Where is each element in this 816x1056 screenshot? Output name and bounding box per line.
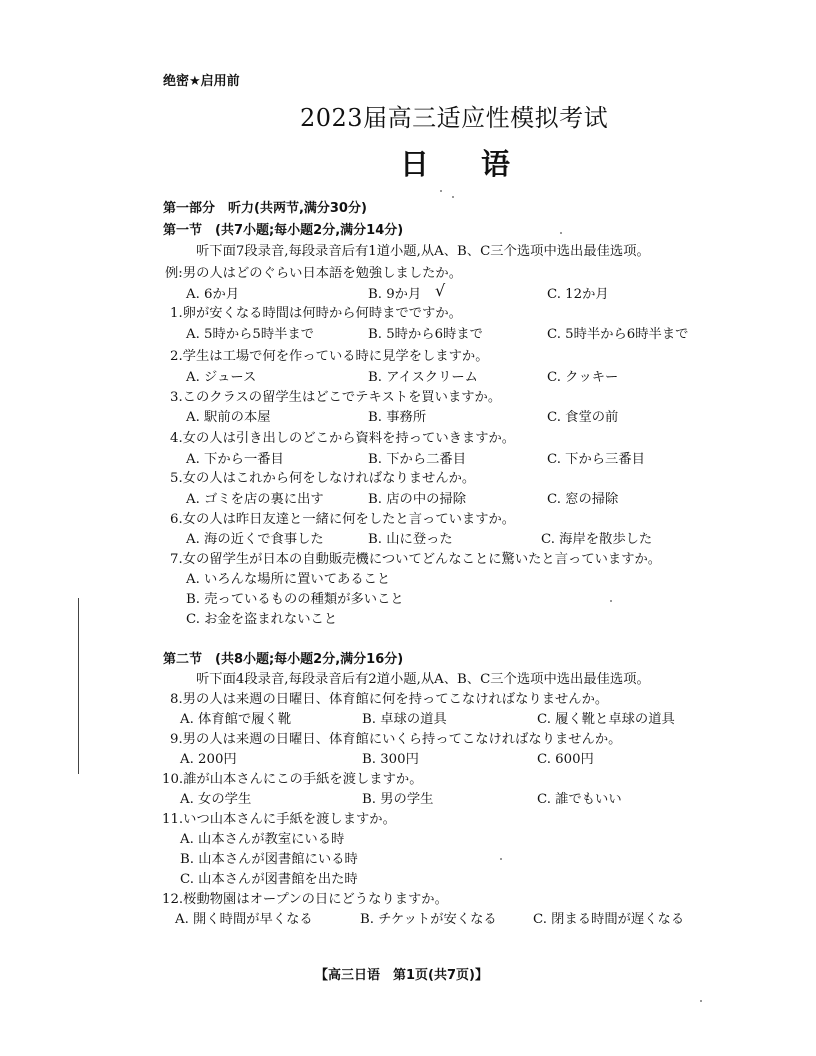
question-10: 10.誰が山本さんにこの手紙を渡しますか。 <box>162 772 423 787</box>
q6-option-a: A. 海の近くで食事した <box>186 532 324 547</box>
q10-option-b: B. 男の学生 <box>362 792 434 807</box>
q5-option-a: A. ゴミを店の裏に出す <box>186 492 324 507</box>
scan-speck <box>610 600 612 602</box>
q2-option-a: A. ジュース <box>186 370 257 385</box>
q1-option-b: B. 5時から6時まで <box>368 327 483 342</box>
q11-option-b: B. 山本さんが図書館にいる時 <box>180 852 358 867</box>
q8-option-b: B. 卓球の道具 <box>362 712 447 727</box>
question-9: 9.男の人は来週の日曜日、体育館にいくら持ってこなければなりませんか。 <box>170 732 622 747</box>
question-8: 8.男の人は来週の日曜日、体育館に何を持ってこなければなりませんか。 <box>170 692 609 707</box>
q4-option-c: C. 下から三番目 <box>547 452 645 467</box>
q5-option-c: C. 窓の掃除 <box>547 492 619 507</box>
q12-option-b: B. チケットが安くなる <box>360 912 497 927</box>
question-2: 2.学生は工場で何を作っている時に見学をしますか。 <box>170 349 489 364</box>
q2-option-c: C. クッキー <box>547 370 619 385</box>
question-6: 6.女の人は昨日友達と一緒に何をしたと言っていますか。 <box>170 512 516 527</box>
q10-option-a: A. 女の学生 <box>180 792 252 807</box>
q12-option-c: C. 閉まる時間が遅くなる <box>533 912 685 927</box>
question-3: 3.このクラスの留学生はどこでテキストを買いますか。 <box>170 390 502 405</box>
scan-speck <box>452 196 454 198</box>
q4-option-a: A. 下から一番目 <box>186 452 284 467</box>
exam-title: 2023届高三适应性模拟考试 <box>300 104 609 132</box>
q10-option-c: C. 誰でもいい <box>537 792 622 807</box>
q8-option-c: C. 履く靴と卓球の道具 <box>537 712 675 727</box>
q2-option-b: B. アイスクリーム <box>368 370 478 385</box>
q3-option-b: B. 事務所 <box>368 410 427 425</box>
part1-heading: 第一部分 听力(共两节,满分30分) <box>163 201 367 216</box>
q5-option-b: B. 店の中の掃除 <box>368 492 467 507</box>
q9-option-c: C. 600円 <box>537 752 594 767</box>
q1-option-a: A. 5時から5時半まで <box>186 327 315 342</box>
section1-instruction: 听下面7段录音,每段录音后有1道小题,从A、B、C三个选项中选出最佳选项。 <box>196 244 650 259</box>
q7-option-a: A. いろんな場所に置いてあること <box>186 572 391 587</box>
q6-option-b: B. 山に登った <box>368 532 453 547</box>
q7-option-c: C. お金を盗まれないこと <box>186 612 338 627</box>
page-footer: 【高三日语 第1页(共7页)】 <box>315 968 488 983</box>
example-option-a: A. 6か月 <box>186 287 240 302</box>
subject-char-1: 日 <box>400 147 430 181</box>
question-11: 11.いつ山本さんに手紙を渡しますか。 <box>162 812 396 827</box>
q3-option-c: C. 食堂の前 <box>547 410 619 425</box>
section1-heading: 第一节 (共7小题;每小题2分,满分14分) <box>163 223 404 238</box>
q7-option-b: B. 売っているものの種類が多いこと <box>186 592 404 607</box>
q9-option-b: B. 300円 <box>362 752 419 767</box>
scan-speck <box>500 858 502 860</box>
question-7: 7.女の留学生が日本の自動販売機についてどんなことに驚いたと言っていますか。 <box>170 552 662 567</box>
example-option-c: C. 12か月 <box>547 287 609 302</box>
section2-heading: 第二节 (共8小题;每小题2分,满分16分) <box>163 652 404 667</box>
q11-option-c: C. 山本さんが図書館を出た時 <box>180 872 358 887</box>
section2-instruction: 听下面4段录音,每段录音后有2道小题,从A、B、C三个选项中选出最佳选项。 <box>196 672 650 687</box>
q12-option-a: A. 開く時間が早くなる <box>175 912 313 927</box>
q8-option-a: A. 体育館で履く靴 <box>180 712 292 727</box>
confidential-label: 绝密★启用前 <box>163 74 240 89</box>
answer-check-mark: √ <box>435 281 446 300</box>
scan-speck <box>440 190 442 192</box>
scan-speck <box>560 232 562 234</box>
question-1: 1.卵が安くなる時間は何時から何時までですか。 <box>170 306 462 321</box>
scan-speck <box>700 1000 702 1002</box>
subject-title <box>400 142 510 183</box>
example-option-b: B. 9か月 <box>368 287 422 302</box>
question-12: 12.桜動物園はオープンの日にどうなりますか。 <box>162 892 448 907</box>
subject-char-2: 语 <box>481 147 511 181</box>
example-question: 例:男の人はどのぐらい日本語を勉強しましたか。 <box>165 266 463 281</box>
q4-option-b: B. 下から二番目 <box>368 452 467 467</box>
q11-option-a: A. 山本さんが教室にいる時 <box>180 832 345 847</box>
q9-option-a: A. 200円 <box>180 752 237 767</box>
question-5: 5.女の人はこれから何をしなければなりませんか。 <box>170 471 476 486</box>
q1-option-c: C. 5時半から6時半まで <box>547 327 689 342</box>
question-4: 4.女の人は引き出しのどこから資料を持っていきますか。 <box>170 431 516 446</box>
margin-rule <box>78 598 79 774</box>
q3-option-a: A. 駅前の本屋 <box>186 410 271 425</box>
q6-option-c: C. 海岸を散歩した <box>541 532 653 547</box>
